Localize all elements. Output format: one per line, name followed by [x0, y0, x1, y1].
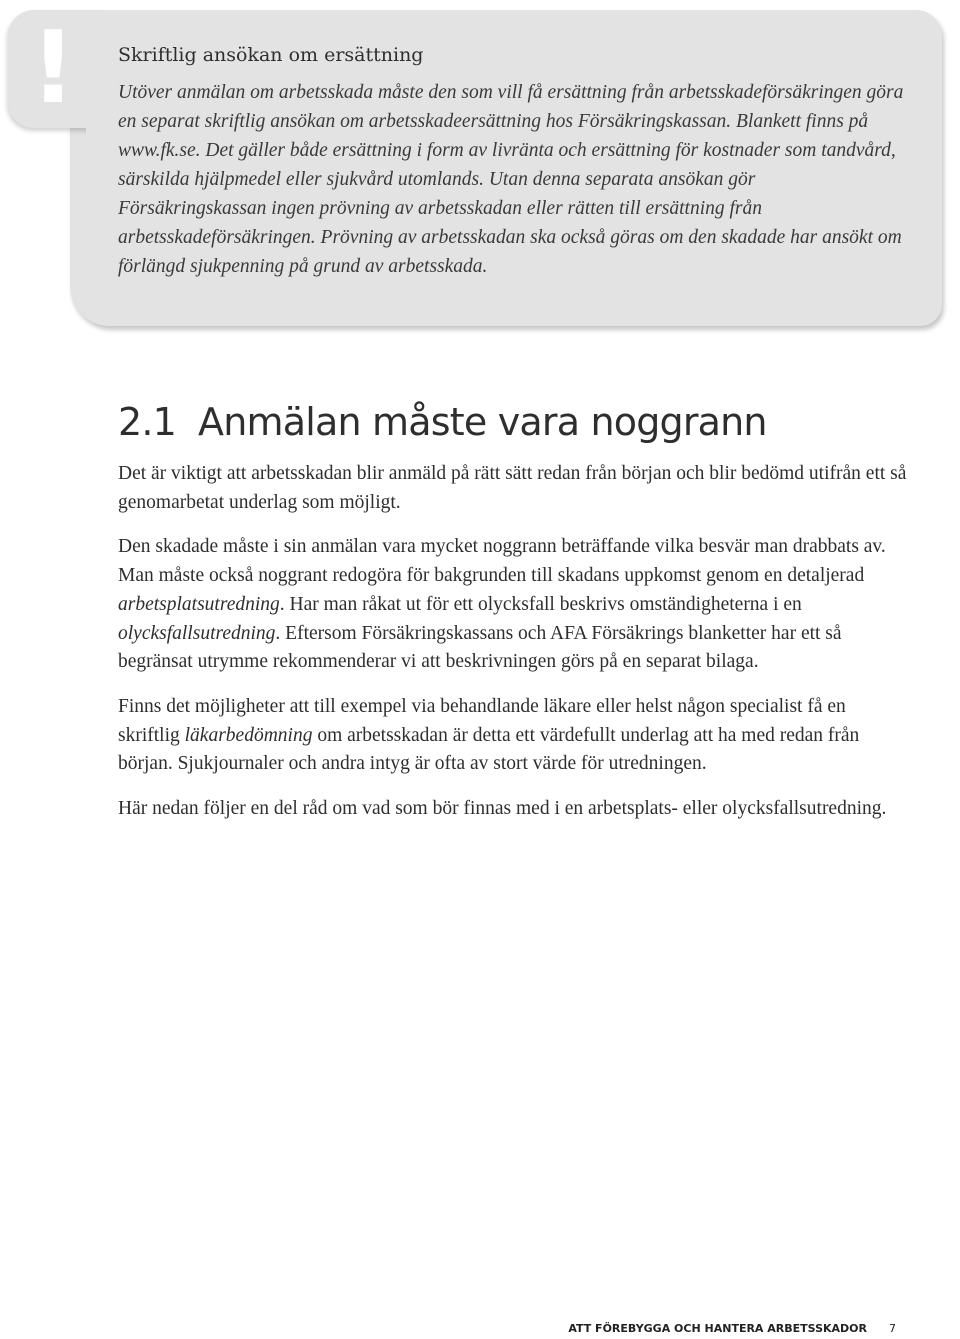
emphasis-lakarbedomning: läkarbedömning [184, 724, 313, 746]
page-number: 7 [889, 1322, 896, 1335]
callout-body: Utöver anmälan om arbetsskada måste den som vill få ersättning från arbetsskadeförsäkringen göra en separat skriftlig ansökan om arbetsskadeersättning hos Försäkringskassan. Blankett finns på www.fk.se. Det gäller både ersättning i form av livränta och ersättning för kostnader som tandvård, särskilda hjälpmedel eller sjukvård utomlands. Utan denna separata ansökan gör Försäkringskassan ingen prövning av arbetsskadan eller rätten till ersättning från arbetsskadeförsäkringen. Prövning av arbetsskadan ska också göras om den skadade har ansökt om förlängd sjukpenning på grund av arbetsskada. [118, 82, 904, 277]
callout-title: Skriftlig ansökan om ersättning [118, 44, 424, 66]
paragraph-2: Den skadade måste i sin anmälan vara mycket noggrann beträffande vilka besvär man drabbats av. Man måste också noggrant redogöra för bakgrunden till skadans uppkomst genom en detaljerad arbetsplatsutredning. Har man råkat ut för ett olycksfall beskrivs omständigheterna i en olycksfallsutredning. Eftersom Försäkringskassans och AFA Försäkrings blanketter har ett så begränsat utrymme rekommenderar vi att beskrivningen görs på en separat bilaga. [118, 536, 886, 673]
exclamation-icon: ! [30, 9, 76, 126]
page-footer [568, 1322, 896, 1335]
paragraph-1: Det är viktigt att arbetsskadan blir anmäld på rätt sätt redan från början och blir bedömd utifrån ett så genomarbetat underlag som möjligt. [118, 463, 907, 513]
emphasis-arbetsplatsutredning: arbetsplatsutredning [118, 593, 280, 615]
paragraph-4: Här nedan följer en del råd om vad som bör finnas med i en arbetsplats- eller olycksfallsutredning. [118, 798, 887, 820]
paragraph-3: Finns det möjligheter att till exempel via behandlande läkare eller helst någon specialist få en skriftlig läkarbedömning om arbetsskadan är detta ett värdefullt underlag att ha med redan från början. Sjukjournaler och andra intyg är ofta av stort värde för utredningen. [118, 695, 860, 775]
emphasis-olycksfallsutredning: olycksfallsutredning [118, 622, 276, 644]
footer-title: ATT FÖREBYGGA OCH HANTERA ARBETSSKADOR [568, 1322, 867, 1335]
section-title: Anmälan måste vara noggrann [198, 400, 767, 444]
section-number: 2.1 [118, 400, 177, 444]
section-heading [118, 400, 767, 444]
body-text [118, 460, 908, 840]
